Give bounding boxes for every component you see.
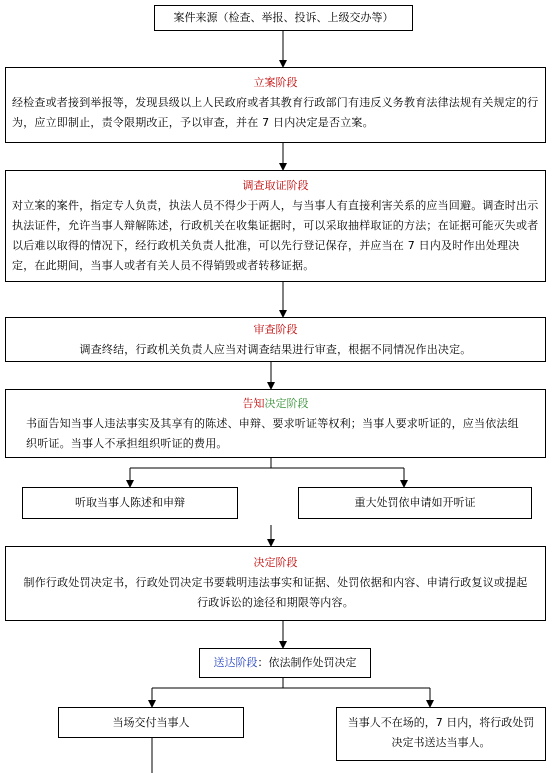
decision-stage-title: 决定阶段 xyxy=(253,556,298,569)
review-stage-body: 调查终结，行政机关负责人应当对调查结果进行审查，根据不同情况作出决定。 xyxy=(79,343,472,356)
notice-stage-body: 书面告知当事人违法事实及其享有的陈述、申辩、要求听证等权利；当事人要求听证的，应当依法组织听证。当事人不承担组织听证的费用。 xyxy=(26,417,519,450)
branch-left-box xyxy=(22,487,238,519)
case-source-box xyxy=(154,5,413,31)
branch-right-box xyxy=(298,487,532,519)
decision-stage-body: 制作行政处罚决定书，行政处罚决定书要载明违法事实和证据、处罚依据和内容、申请行政复议或提起行政诉讼的途径和期限等内容。 xyxy=(23,576,528,609)
delivery-right-text: 当事人不在场的，7 日内，将行政处罚决定书送达当事人。 xyxy=(347,716,535,749)
investigation-stage-title: 调查取证阶段 xyxy=(242,179,309,192)
delivery-stage-box xyxy=(199,648,371,678)
delivery-left-box xyxy=(58,707,244,738)
review-stage-box xyxy=(5,317,546,362)
branch-left-text: 听取当事人陈述和申辩 xyxy=(75,496,185,509)
branch-right-text: 重大处罚依申请如开听证 xyxy=(354,496,476,509)
delivery-stage-title: 送达阶段 xyxy=(213,656,258,669)
notice-stage-title-part2: 决定阶段 xyxy=(264,397,309,410)
filing-stage-title: 立案阶段 xyxy=(253,76,298,89)
decision-stage-box xyxy=(5,546,546,621)
filing-stage-box xyxy=(5,67,546,143)
notice-stage-title xyxy=(6,394,545,414)
investigation-stage-box xyxy=(5,170,546,282)
notice-stage-box xyxy=(5,389,546,458)
delivery-left-text: 当场交付当事人 xyxy=(112,716,190,729)
delivery-stage-body: ：依法制作处罚决定 xyxy=(257,656,357,669)
review-stage-title: 审查阶段 xyxy=(253,323,298,336)
delivery-right-box xyxy=(336,707,546,761)
investigation-stage-body: 对立案的案件，指定专人负责，执法人员不得少于两人，与当事人有直接利害关系的应当回避。调查时出示执法证件，允许当事人辩解陈述，行政机关在收集证据时，可以采取抽样取证的方法；在证据可能灭失或者以后难以取得的情况下，经行政机关负责人批准，可以先行登记保存，并应当在 7 日内及时作出处理决定，在此期间，当事人或者有关人员不得销毁或者转移证据。 xyxy=(12,199,539,272)
notice-stage-title-part1: 告知 xyxy=(242,397,265,410)
case-source-text: 案件来源（检查、举报、投诉、上级交办等） xyxy=(173,11,394,24)
filing-stage-body: 经检查或者接到举报等，发现县级以上人民政府或者其教育行政部门有违反义务教育法律法规有关规定的行为，应立即制止，责令限期改正，予以审查，并在 7 日内决定是否立案。 xyxy=(12,96,539,129)
